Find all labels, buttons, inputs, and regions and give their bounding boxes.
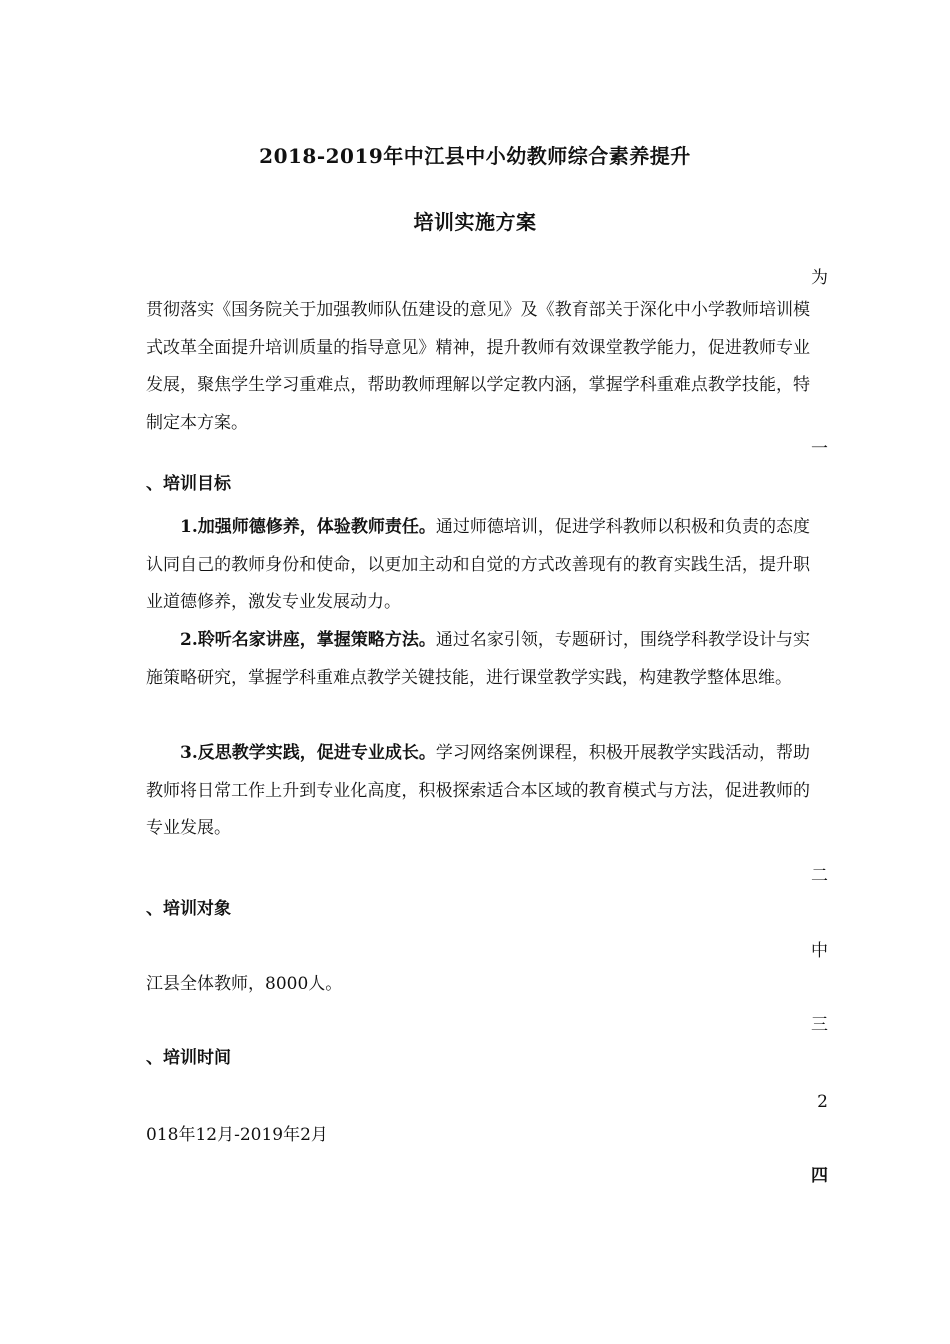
intro-lead-char: 为 — [811, 268, 828, 288]
section-1-heading: 、培训目标 — [146, 474, 231, 494]
section-3-text: 018年12月-2019年2月 — [146, 1125, 328, 1145]
section-3-heading: 、培训时间 — [146, 1048, 231, 1068]
section-3-number: 三 — [811, 1015, 828, 1035]
goal-item-1-text: 通过师德培训，促进学科教师以积极和负责的态度认同自己的教师身份和使命，以更加主动和自觉的方式改善现有的教育实践生活，提升职业道德修养，激发专业发展动力。 — [146, 517, 811, 612]
goal-item-1-title: 1.加强师德修养，体验教师责任。 — [180, 517, 436, 537]
goal-item-2-title: 2.聆听名家讲座，掌握策略方法。 — [180, 630, 436, 650]
section-1-number: 一 — [811, 439, 828, 459]
section-2-lead-char: 中 — [811, 941, 828, 961]
section-2-number: 二 — [811, 866, 828, 886]
section-2-heading: 、培训对象 — [146, 899, 231, 919]
section-2-text: 江县全体教师，8000人。 — [146, 974, 343, 994]
goal-item-2-text: 通过名家引领，专题研讨，围绕学科教学设计与实施策略研究，掌握学科重难点教学关键技能，进行课堂教学实践，构建教学整体思维。 — [146, 630, 811, 688]
goal-item-2 — [146, 622, 810, 697]
document-title-line-1: 2018-2019年中江县中小幼教师综合素养提升 — [259, 144, 691, 168]
goal-item-3-title: 3.反思教学实践，促进专业成长。 — [180, 743, 436, 763]
goal-item-3-text: 学习网络案例课程，积极开展教学实践活动，帮助教师将日常工作上升到专业化高度，积极探索适合本区域的教育模式与方法，促进教师的专业发展。 — [146, 743, 811, 838]
section-3-lead-char: 2 — [817, 1092, 828, 1112]
goal-item-1 — [146, 509, 810, 622]
section-4-number: 四 — [811, 1166, 828, 1186]
intro-paragraph: 贯彻落实《国务院关于加强教师队伍建设的意见》及《教育部关于深化中小学教师培训模式改革全面提升培训质量的指导意见》精神，提升教师有效课堂教学能力，促进教师专业发展，聚焦学生学习重难点，帮助教师理解以学定教内涵，掌握学科重难点教学技能，特制定本方案。 — [146, 300, 810, 433]
document-title-line-2: 培训实施方案 — [413, 210, 537, 234]
goal-item-3 — [146, 735, 810, 848]
